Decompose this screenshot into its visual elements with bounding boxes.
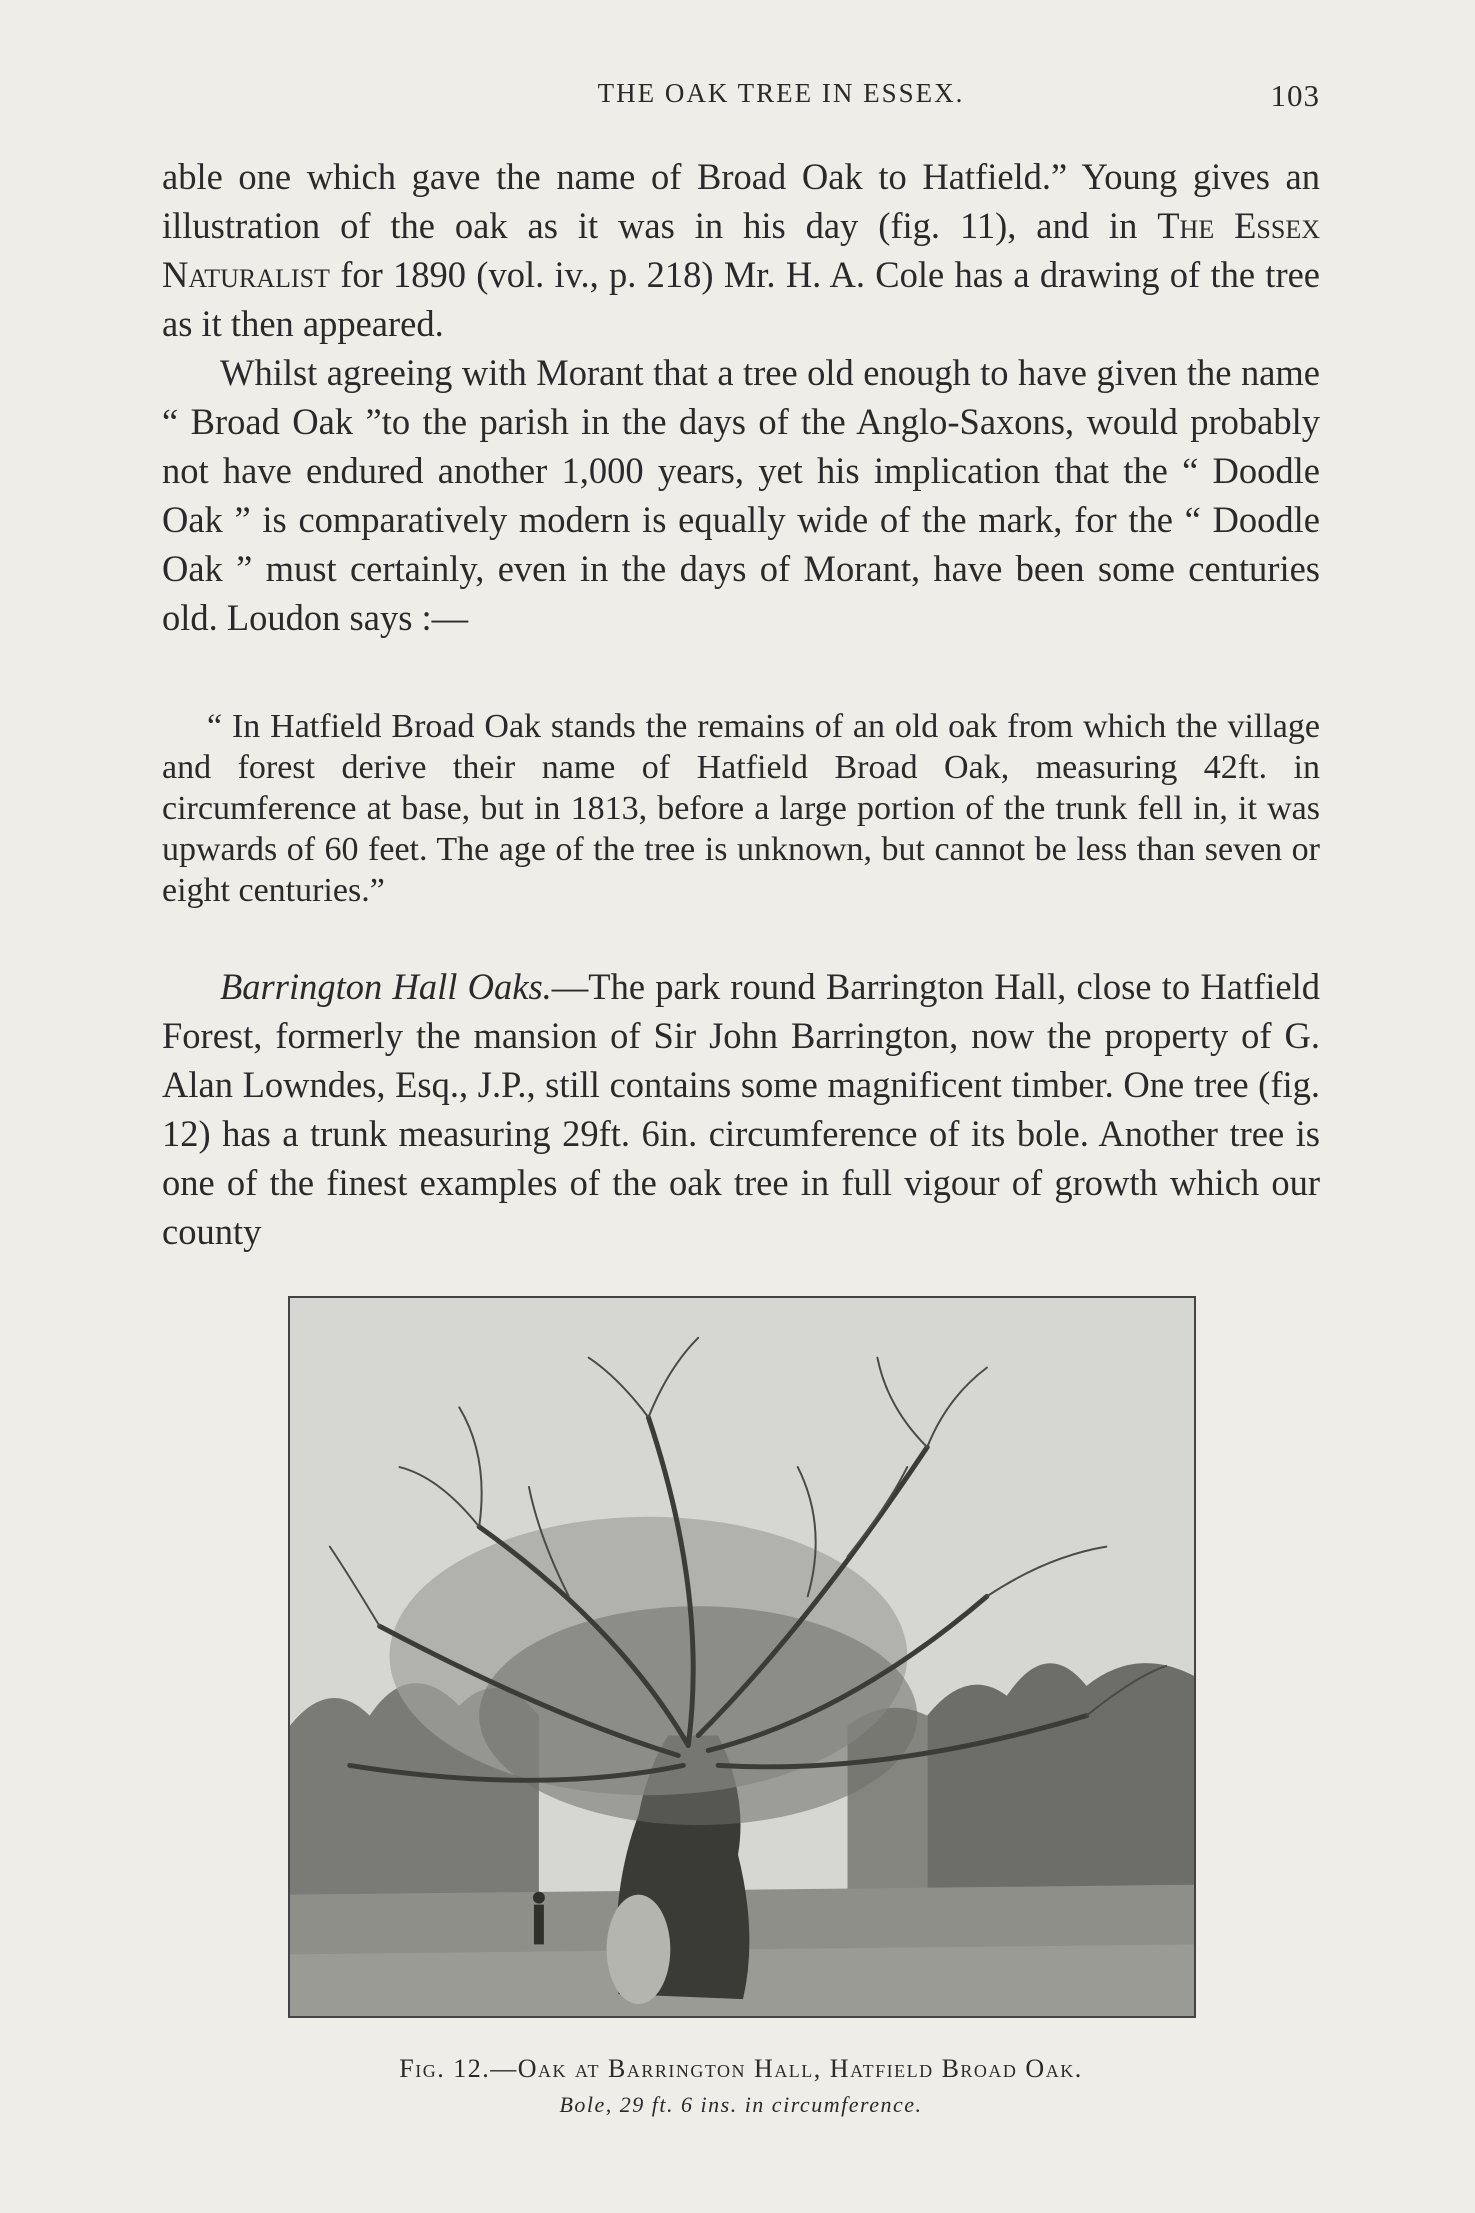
page-number: 103 xyxy=(1270,78,1320,113)
running-head xyxy=(162,78,1320,118)
section-heading: Barrington Hall Oaks. xyxy=(220,966,552,1007)
quote-text: “ In Hatfield Broad Oak stands the remains of an old oak from which the village and forest derive their name of Hatfield Broad Oak, measuring 42ft. in circumference at base, but in 1813, before a large portion of the trunk fell in, it was upwards of 60 feet. The age of the tree is unknown, but cannot be less than seven or eight centuries.” xyxy=(162,708,1320,909)
oak-tree-photograph xyxy=(288,1296,1196,2018)
figure-caption: Fig. 12.—Oak at Barrington Hall, Hatfield Broad Oak. xyxy=(399,2054,1083,2083)
paragraph-1 xyxy=(162,152,1320,348)
paragraph-2: Whilst agreeing with Morant that a tree old enough to have given the name “ Broad Oak ”to the parish in the days of the Anglo-Saxons, would probably not have endured another 1,000 years, yet his implication that the “ Doodle Oak ” is comparatively modern is equally wide of the mark, for the “ Doodle Oak ” must certainly, even in the days of Morant, have been some centuries old. Loudon says :— xyxy=(162,352,1320,638)
body-text-top xyxy=(162,152,1320,642)
body-text-bottom xyxy=(162,962,1320,1256)
running-head-title: THE OAK TREE IN ESSEX. xyxy=(597,78,965,108)
figure-subcaption: Bole, 29 ft. 6 ins. in circumference. xyxy=(559,2092,923,2117)
journal-title: The Essex Naturalist xyxy=(162,205,1320,295)
block-quote xyxy=(162,706,1320,911)
paragraph-3-text: —The park round Barrington Hall, close to Hatfield Forest, formerly the mansion of Sir John Barrington, now the property of G. Alan Lowndes, Esq., J.P., still contains some magnificent timber. One tree (fig. 12) has a trunk measuring 29ft. 6in. circumference of its bole. Another tree is one of the finest examples of the oak tree in full vigour of growth which our county xyxy=(162,966,1320,1252)
paragraph-1-text-a: able one which gave the name of Broad Oak to Hatfield.” Young gives an illustration of the oak as it was in his day (fig. 11), and in xyxy=(162,156,1320,246)
paragraph-3 xyxy=(162,962,1320,1256)
oak-tree-illustration xyxy=(290,1298,1194,2016)
paragraph-1-text-b: for 1890 (vol. iv., p. 218) Mr. H. A. Cole has a drawing of the tree as it then appeared. xyxy=(162,254,1320,344)
